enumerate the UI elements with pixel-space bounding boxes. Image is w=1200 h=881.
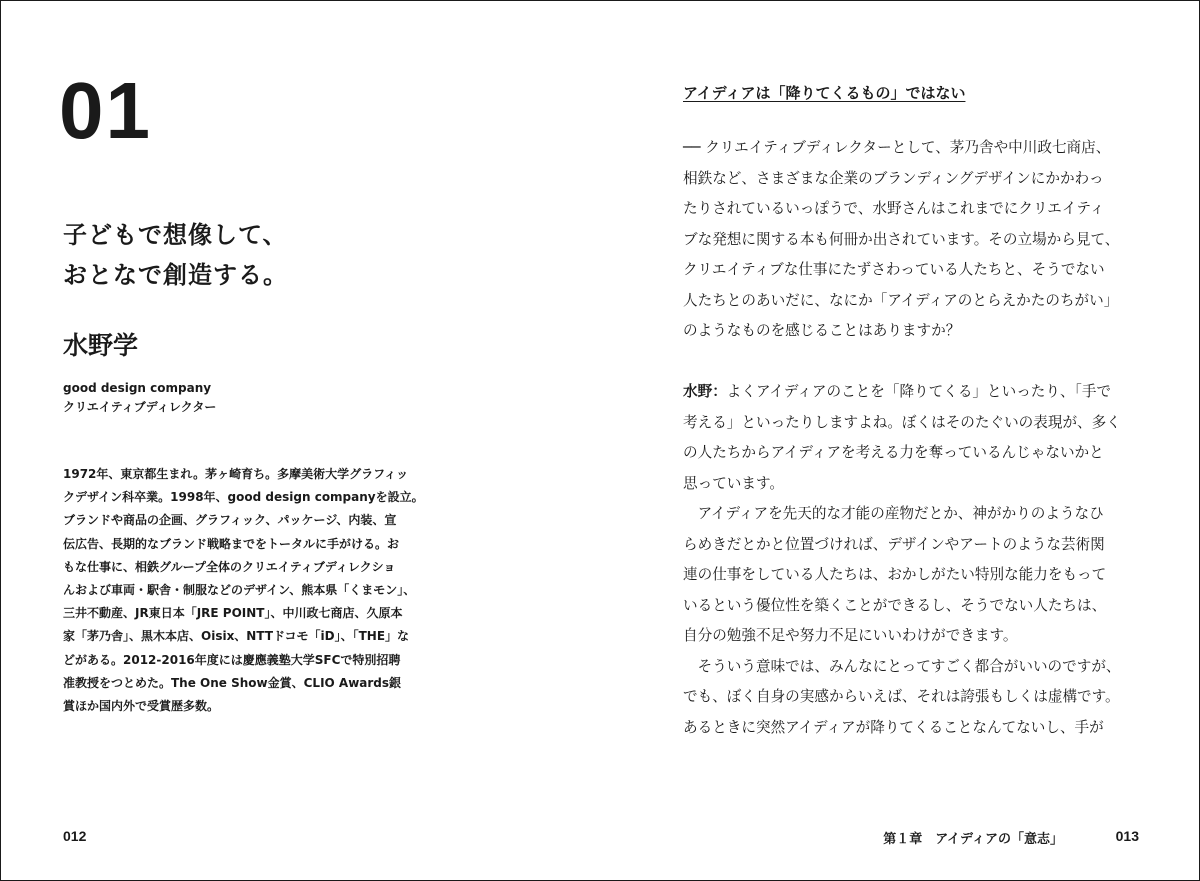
bio-line: ブランドや商品の企画、グラフィック、パッケージ、内装、宣 <box>63 513 397 528</box>
question-line: ブな発想に関する本も何冊か出されています。その立場から見て、 <box>683 230 1120 248</box>
body-text <box>683 133 1143 743</box>
question-line: ── クリエイティブディレクターとして、茅乃舎や中川政七商店、 <box>683 139 1111 156</box>
bio-line: 家「茅乃舎」、黒木本店、Oisix、NTTドコモ「iD」、「THE」な <box>63 629 410 644</box>
author-affiliation <box>63 379 216 417</box>
paragraph-gap <box>683 347 1143 378</box>
author-title: クリエイティブディレクター <box>63 400 217 414</box>
question-line: クリエイティブな仕事にたずさわっている人たちと、そうでない <box>683 261 1105 278</box>
answer-line: 連の仕事をしている人たちは、おかしがたい特別な能力をもって <box>683 566 1107 583</box>
interview-headline <box>63 215 288 295</box>
answer-line: らめきだとかと位置づければ、デザインやアートのような芸術関 <box>683 535 1105 553</box>
section-title: アイディアは「降りてくるもの」ではない <box>683 84 966 102</box>
answer-line: あるときに突然アイディアが降りてくることなんてないし、手が <box>683 718 1104 736</box>
author-name: 水野学 <box>63 331 139 360</box>
bio-line: 伝広告、長期的なブランド戦略までをトータルに手がける。お <box>63 536 400 551</box>
headline-line: おとなで創造する。 <box>63 261 288 289</box>
answer-line: でも、ぼく自身の実感からいえば、それは誇張もしくは虚構です。 <box>683 688 1120 705</box>
headline-line: 子どもで想像して、 <box>63 221 288 249</box>
answer-line: アイディアを先天的な才能の産物だとか、神がかりのようなひ <box>683 505 1104 522</box>
bio-line: 三井不動産、JR東日本「JRE POINT」、中川政七商店、久原本 <box>63 606 403 621</box>
question-line: 人たちとのあいだに、なにか「アイディアのとらえかたのちがい」 <box>683 291 1119 309</box>
bio-line: 賞ほか国内外で受賞歴多数。 <box>63 699 220 714</box>
answer-line: そういう意味では、みんなにとってすごく都合がいいのですが、 <box>683 657 1121 675</box>
bio-line: んおよび車両・駅舎・制服などのデザイン、熊本県「くまモン」、 <box>63 583 416 598</box>
speaker-label: 水野： <box>683 383 727 400</box>
author-company: good design company <box>63 381 212 395</box>
answer-line: 考える」といったりしますよね。ぼくはそのたぐいの表現が、多く <box>683 413 1121 431</box>
question-line: たりされているいっぽうで、水野さんはこれまでにクリエイティ <box>683 200 1105 217</box>
answer-line: 自分の勉強不足や努力不足にいいわけができます。 <box>683 627 1018 644</box>
answer-line-first <box>683 377 1143 408</box>
question-line: 相鉄など、さまざまな企業のブランディングデザインにかかわっ <box>683 169 1104 187</box>
page-number-right: 013 <box>1115 828 1139 844</box>
right-page <box>601 1 1199 880</box>
author-bio <box>63 463 424 718</box>
question-line: のようなものを感じることはありますか？ <box>683 322 961 339</box>
bio-line: 准教授をつとめた。The One Show金賞、CLIO Awards銀 <box>63 675 402 690</box>
running-head: 第１章 アイディアの「意志」 <box>883 832 1063 847</box>
page-number-left: 012 <box>63 828 87 844</box>
answer-line: の人たちからアイディアを考える力を奪っているんじゃないかと <box>683 444 1104 461</box>
left-page <box>1 1 601 880</box>
answer-line: いるという優位性を築くことができるし、そうでない人たちは、 <box>683 596 1107 614</box>
bio-line: もな仕事に、相鉄グループ全体のクリエイティブディレクショ <box>63 559 396 574</box>
bio-line: どがある。2012-2016年度には慶應義塾大学SFCで特別招聘 <box>63 652 401 667</box>
bio-line: クデザイン科卒業。1998年、good design companyを設立。 <box>63 490 424 505</box>
chapter-number: 01 <box>59 66 152 155</box>
bio-line: 1972年、東京都生まれ。茅ヶ崎育ち。多摩美術大学グラフィッ <box>63 467 409 481</box>
answer-text: よくアイディアのことを「降りてくる」といったり、「手で <box>726 383 1112 400</box>
answer-line: 思っています。 <box>683 474 784 492</box>
